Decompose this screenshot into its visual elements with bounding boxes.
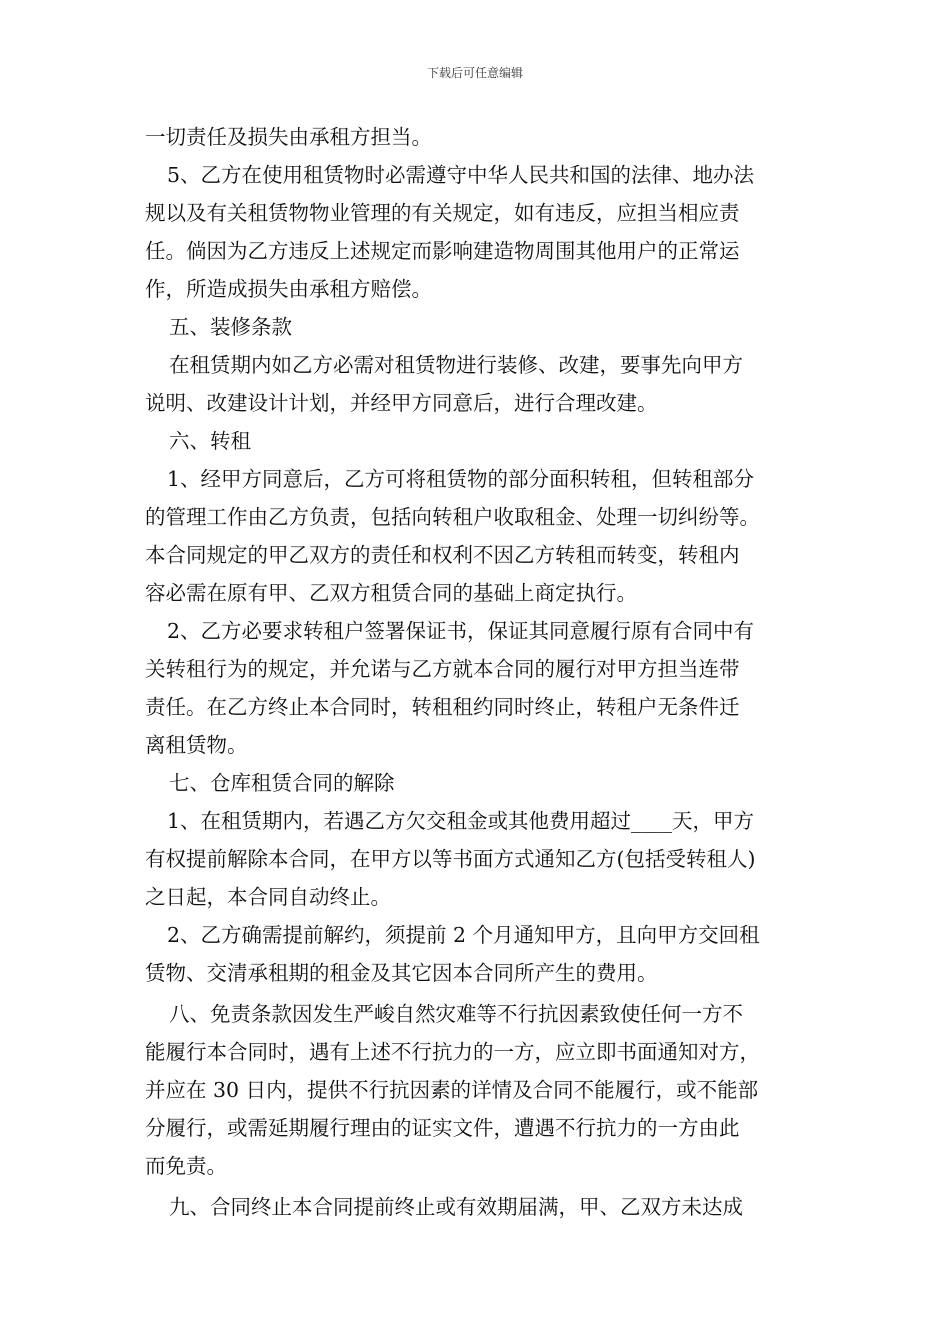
paragraph-line: 责任。在乙方终止本合同时，转租租约同时终止，转租户无条件迁 [145,695,740,719]
clause-4-5-line: 5、乙方在使用租赁物时必需遵守中华人民共和国的法律、地办法 [167,163,755,187]
section-heading-exemption: 八、免责条款因发生严峻自然灾难等不行抗因素致使任何一方不 [169,1002,743,1026]
section-heading-sublease: 六、转租 [169,429,251,453]
clause-7-1-line: 1、在租赁期内，若遇乙方欠交租金或其他费用超过____天，甲方 [167,809,755,833]
paragraph-line: 分履行，或需延期履行理由的证实文件，遭遇不行抗力的一方由此 [145,1116,740,1140]
paragraph-line: 本合同规定的甲乙双方的责任和权利不因乙方转租而转变，转租内 [145,543,740,567]
paragraph-line: 之日起，本合同自动终止。 [145,885,391,909]
paragraph-line: 一切责任及损失由承租方担当。 [145,125,432,149]
paragraph-line: 规以及有关租赁物物业管理的有关规定，如有违反，应担当相应责 [145,201,740,225]
document-body [145,118,815,1226]
paragraph-line: 能履行本合同时，遇有上述不行抗力的一方，应立即书面通知对方， [145,1040,760,1064]
page-header: 下载后可任意编辑 [426,66,523,80]
clause-6-1-line: 1、经甲方同意后，乙方可将租赁物的部分面积转租，但转租部分 [167,467,755,491]
section-heading-termination: 七、仓库租赁合同的解除 [169,771,395,795]
paragraph-line: 容必需在原有甲、乙双方租赁合同的基础上商定执行。 [145,581,637,605]
section-heading-contract-end: 九、合同终止本合同提前终止或有效期届满，甲、乙双方未达成 [169,1195,743,1219]
paragraph-line: 说明、改建设计计划，并经甲方同意后，进行合理改建。 [145,391,658,415]
paragraph-line: 而免责。 [145,1154,227,1178]
paragraph-line: 关转租行为的规定，并允诺与乙方就本合同的履行对甲方担当连带 [145,657,740,681]
paragraph-line: 并应在 30 日内，提供不行抗因素的详情及合同不能履行，或不能部 [145,1078,759,1102]
section-heading-decoration: 五、装修条款 [169,315,292,339]
clause-7-2-line: 2、乙方确需提前解约，须提前 2 个月通知甲方，且向甲方交回租 [167,923,760,947]
paragraph-line: 离租赁物。 [145,733,248,757]
paragraph-line: 在租赁期内如乙方必需对租赁物进行装修、改建，要事先向甲方 [169,353,743,377]
paragraph-line: 有权提前解除本合同，在甲方以等书面方式通知乙方(包括受转租人) [145,847,756,871]
paragraph-line: 的管理工作由乙方负责，包括向转租户收取租金、处理一切纠纷等。 [145,505,760,529]
paragraph-line: 赁物、交清承租期的租金及其它因本合同所产生的费用。 [145,961,658,985]
paragraph-line: 任。倘因为乙方违反上述规定而影响建造物周围其他用户的正常运 [145,239,740,263]
paragraph-line: 作，所造成损失由承租方赔偿。 [145,277,432,301]
clause-6-2-line: 2、乙方必要求转租户签署保证书，保证其同意履行原有合同中有 [167,619,755,643]
